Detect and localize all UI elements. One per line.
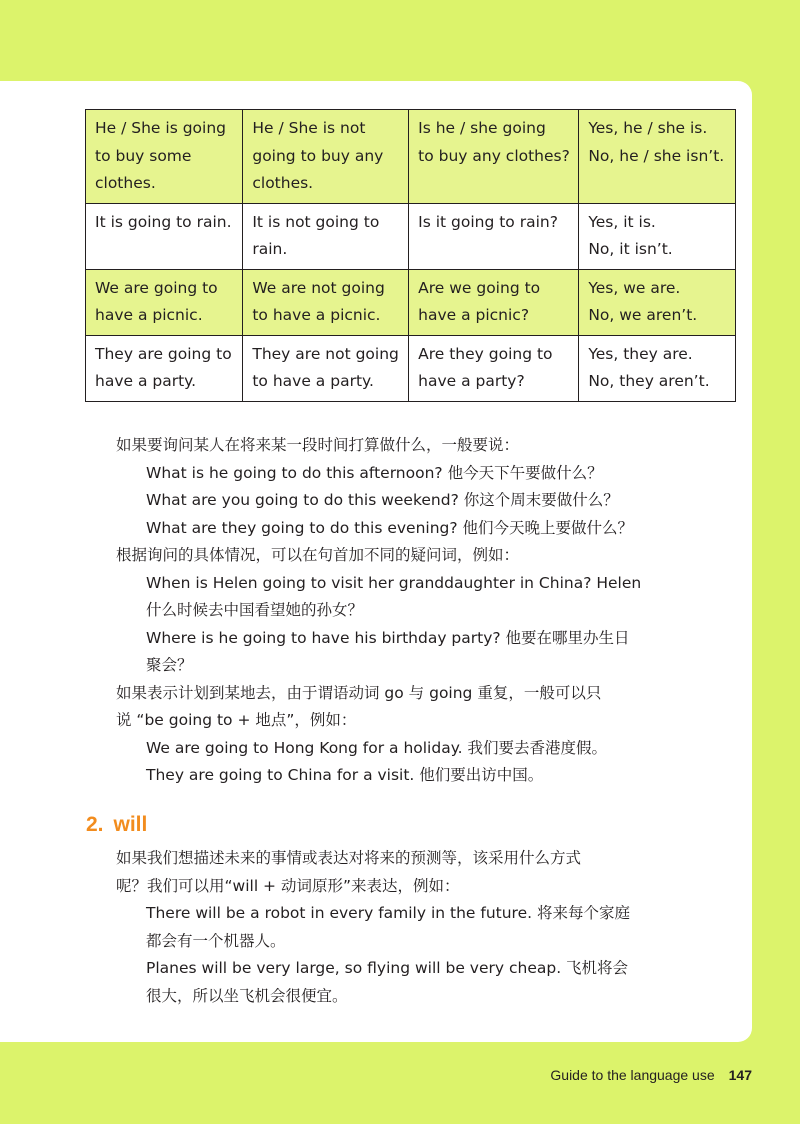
paragraph: 如果要询问某人在将来某一段时间打算做什么，一般要说： bbox=[116, 436, 520, 454]
example-sentence: What are they going to do this evening? 他们今天晚上要做什么？ bbox=[146, 518, 634, 537]
table-cell: They are going to have a party. bbox=[86, 335, 243, 401]
table-row bbox=[86, 110, 736, 204]
section-title: will bbox=[113, 813, 148, 836]
table-cell: Are we going to have a picnic? bbox=[409, 269, 579, 335]
example-sentence: 聚会？ bbox=[146, 656, 193, 674]
footer-label: Guide to the language use bbox=[550, 1067, 715, 1083]
paragraph: 如果我们想描述未来的事情或表达对将来的预测等，该采用什么方式 bbox=[116, 849, 582, 867]
table-cell: They are not going to have a party. bbox=[243, 335, 409, 401]
example-sentence: We are going to Hong Kong for a holiday. 我们要去香港度假。 bbox=[146, 738, 608, 757]
example-sentence: Where is he going to have his birthday party? 他要在哪里办生日 bbox=[146, 628, 630, 647]
table-row bbox=[86, 203, 736, 269]
grammar-table bbox=[85, 109, 736, 402]
table-cell: It is not going to rain. bbox=[243, 203, 409, 269]
paragraph: 如果表示计划到某地去，由于谓语动词 go 与 going 重复，一般可以只 bbox=[116, 683, 602, 702]
example-sentence: Planes will be very large, so flying will be very cheap. 飞机将会 bbox=[146, 959, 629, 977]
example-sentence: What are you going to do this weekend? 你这个周末要做什么？ bbox=[146, 491, 619, 509]
table-cell: Is it going to rain? bbox=[409, 203, 579, 269]
table-cell: Yes, we are. No, we aren’t. bbox=[579, 269, 736, 335]
paragraph: 根据询问的具体情况，可以在句首加不同的疑问词，例如： bbox=[116, 546, 520, 564]
example-sentence: 什么时候去中国看望她的孙女？ bbox=[146, 601, 364, 619]
table-cell: It is going to rain. bbox=[86, 203, 243, 269]
example-sentence: 很大，所以坐飞机会很便宜。 bbox=[146, 986, 348, 1005]
table-cell: He / She is going to buy some clothes. bbox=[86, 110, 243, 204]
example-sentence: When is Helen going to visit her granddaughter in China? Helen bbox=[146, 573, 642, 592]
paragraph: 呢？我们可以用“will + 动词原形”来表达，例如： bbox=[116, 876, 460, 895]
table-cell: We are going to have a picnic. bbox=[86, 269, 243, 335]
section-number: 2. bbox=[86, 813, 104, 836]
table-cell: Yes, he / she is. No, he / she isn’t. bbox=[579, 110, 736, 204]
section-will-text bbox=[116, 845, 656, 1010]
paragraph: 说 “be going to + 地点”，例如： bbox=[116, 711, 357, 729]
example-sentence: 都会有一个机器人。 bbox=[146, 931, 286, 950]
table-cell: We are not going to have a picnic. bbox=[243, 269, 409, 335]
example-sentence: They are going to China for a visit. 他们要出访中国。 bbox=[146, 766, 544, 784]
page-footer bbox=[550, 1067, 752, 1083]
section-going-to-text bbox=[116, 432, 656, 790]
section-heading-will bbox=[86, 813, 147, 837]
table-cell: Are they going to have a party? bbox=[409, 335, 579, 401]
example-sentence: What is he going to do this afternoon? 他今天下午要做什么？ bbox=[146, 463, 603, 482]
table-row bbox=[86, 269, 736, 335]
table-cell: Yes, they are. No, they aren’t. bbox=[579, 335, 736, 401]
table-row bbox=[86, 335, 736, 401]
page-number: 147 bbox=[728, 1067, 752, 1083]
table-cell: Is he / she going to buy any clothes? bbox=[409, 110, 579, 204]
example-sentence: There will be a robot in every family in the future. 将来每个家庭 bbox=[146, 904, 630, 922]
table-cell: He / She is not going to buy any clothes. bbox=[243, 110, 409, 204]
table-cell: Yes, it is. No, it isn’t. bbox=[579, 203, 736, 269]
